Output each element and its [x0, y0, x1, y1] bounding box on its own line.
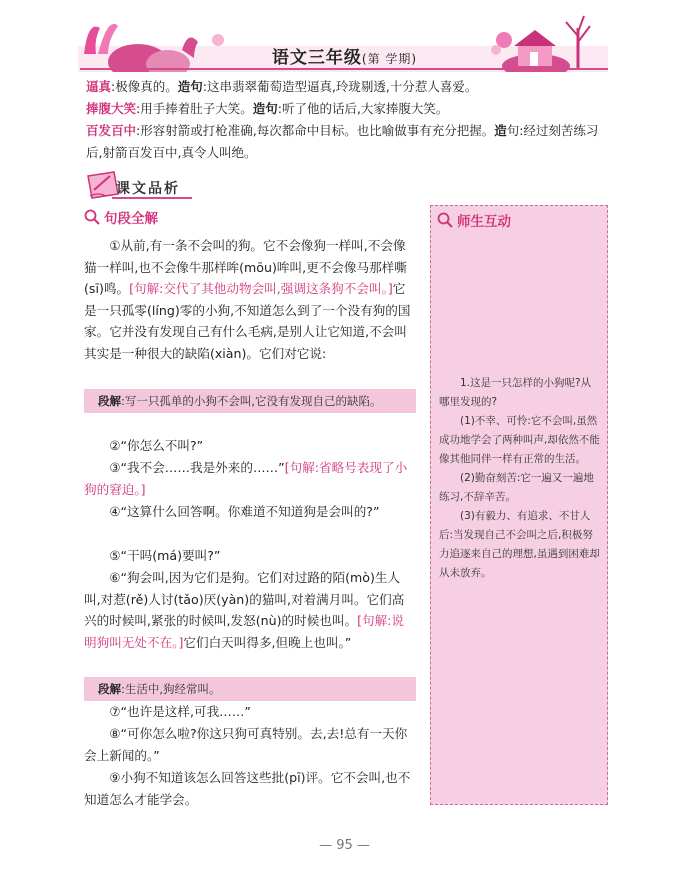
paragraph-summary-bar — [84, 389, 416, 413]
term-label: (第 学期) — [361, 52, 418, 66]
right-column-heading — [437, 210, 511, 230]
vocab-keyword: 造 — [494, 123, 507, 138]
summary-text: :生活中,狗经常叫。 — [121, 682, 221, 696]
vocab-definition: :用手捧着肚子大笑。 — [136, 101, 253, 116]
paragraph-text: ⑤“干吗(má)要叫?” — [109, 548, 221, 563]
summary-label: 段解 — [98, 394, 121, 408]
vocab-term: 百发百中 — [86, 123, 137, 138]
answer-text: (3)有毅力、有追求、不甘人后:当发现自己不会叫之后,积极努力追逐来自己的理想,虽遇到困难却从未放弃。 — [439, 510, 600, 579]
paragraph-9 — [84, 767, 416, 810]
paragraph-text: 它们白天叫得多,但晚上也叫。” — [183, 634, 352, 650]
question-text: 1.这是一只怎样的小狗呢?从哪里发现的? — [439, 377, 592, 408]
summary-label: 段解 — [98, 682, 121, 696]
paragraph-4 — [84, 501, 416, 523]
vocab-keyword: 造句 — [252, 101, 278, 116]
magnifier-icon — [437, 212, 453, 228]
paragraph-text: ⑦“也许是这样,可我……” — [109, 704, 251, 719]
vocab-entry — [86, 76, 611, 98]
paragraph-text: ①从前,有一条不会叫的狗。它不会像狗一样叫,不会像猫一样叫,也不会像牛那样哞(mōu)哞叫,更不会像马那样嘶(sī)鸣。 — [84, 238, 407, 296]
sentence-note: [句解:省略号表现了小狗的窘迫。] — [84, 460, 408, 497]
paragraph-text: ②“你怎么不叫?” — [109, 438, 204, 453]
paragraph-text: ④“这算什么回答啊。你难道不知道狗是会叫的?” — [109, 504, 380, 519]
header-divider — [80, 68, 608, 70]
teacher-student-panel — [430, 205, 608, 805]
paragraph-5 — [84, 545, 416, 567]
vocab-keyword: 造句 — [177, 79, 203, 94]
vocab-term: 捧腹大笑 — [86, 101, 137, 116]
sentence-note: [句解:交代了其他动物会叫,强调这条狗不会叫。] — [129, 281, 393, 296]
right-heading-label: 师生互动 — [457, 214, 511, 230]
paragraph-text: ⑨小狗不知道该怎么回答这些批(pī)评。它不会叫,也不知道怎么才能学会。 — [84, 770, 411, 807]
vocab-entry — [86, 98, 611, 120]
vocab-sentence: 句:经过刻苦练习后,射箭百发百中,真令人叫绝。 — [86, 123, 599, 160]
paragraph-text: ⑥“狗会叫,因为它们是狗。它们对过路的陌(mò)生人叫,对惹(rě)人讨(tǎo)厌(yàn)的猫叫,对着满月叫。它们高兴的时候叫,紧张的时候叫,发怒(nù)的时候也叫。 — [84, 570, 405, 628]
paragraph-7 — [84, 701, 416, 723]
magnifier-icon — [84, 209, 100, 225]
summary-text: :写一只孤单的小狗不会叫,它没有发现自己的缺陷。 — [121, 394, 382, 408]
vocab-entry — [86, 120, 611, 164]
paragraph-6 — [84, 567, 416, 653]
section-underline — [112, 197, 192, 199]
vocab-sentence: :这串翡翠葡萄造型逼真,玲珑剔透,十分惹人喜爱。 — [202, 79, 478, 94]
paragraph-text: 它是一只孤零(líng)零的小狗,不知道怎么到了一个没有狗的国家。它并没有发现自己有什么毛病,是别人让它知道,不会叫其实是一种很大的缺陷(xiàn)。它们对它说: — [84, 281, 411, 361]
paragraph-text: ⑧“可你怎么啦?你这只狗可真特别。去,去!总有一天你会上新闻的。” — [84, 726, 408, 763]
section-title: 课文品析 — [116, 181, 180, 197]
paragraph-summary-bar — [84, 677, 416, 701]
paragraph-8 — [84, 723, 416, 766]
paragraph-text: ③“我不会……我是外来的……” — [109, 460, 285, 475]
sentence-note: [句解:说明狗叫无处不在。] — [84, 613, 405, 650]
book-title: 语文三年级 — [271, 48, 362, 68]
vocab-sentence: :听了他的话后,大家捧腹大笑。 — [277, 101, 449, 116]
passage-analysis-column — [84, 205, 418, 805]
vocab-definition: :极像真的。 — [111, 79, 178, 94]
paragraph-1 — [84, 235, 416, 364]
answer-text: (2)勤奋刻苦:它一遍又一遍地练习,不辞辛苦。 — [439, 472, 594, 503]
vocab-term: 逼真 — [86, 79, 112, 94]
paragraph-2 — [84, 435, 416, 457]
paragraph-3 — [84, 457, 416, 500]
left-heading-label: 句段全解 — [104, 211, 158, 227]
qa-block — [439, 374, 601, 583]
vocab-definition: :形容射箭或打枪准确,每次都命中目标。也比喻做事有充分把握。 — [136, 123, 495, 138]
page-number: — 95 — — [319, 838, 370, 853]
left-column-heading — [84, 207, 158, 227]
page-header-title — [0, 43, 689, 68]
answer-text: (1)不幸、可怜:它不会叫,虽然成功地学会了两种叫声,却依然不能像其他同伴一样有正常的生活。 — [439, 415, 600, 465]
